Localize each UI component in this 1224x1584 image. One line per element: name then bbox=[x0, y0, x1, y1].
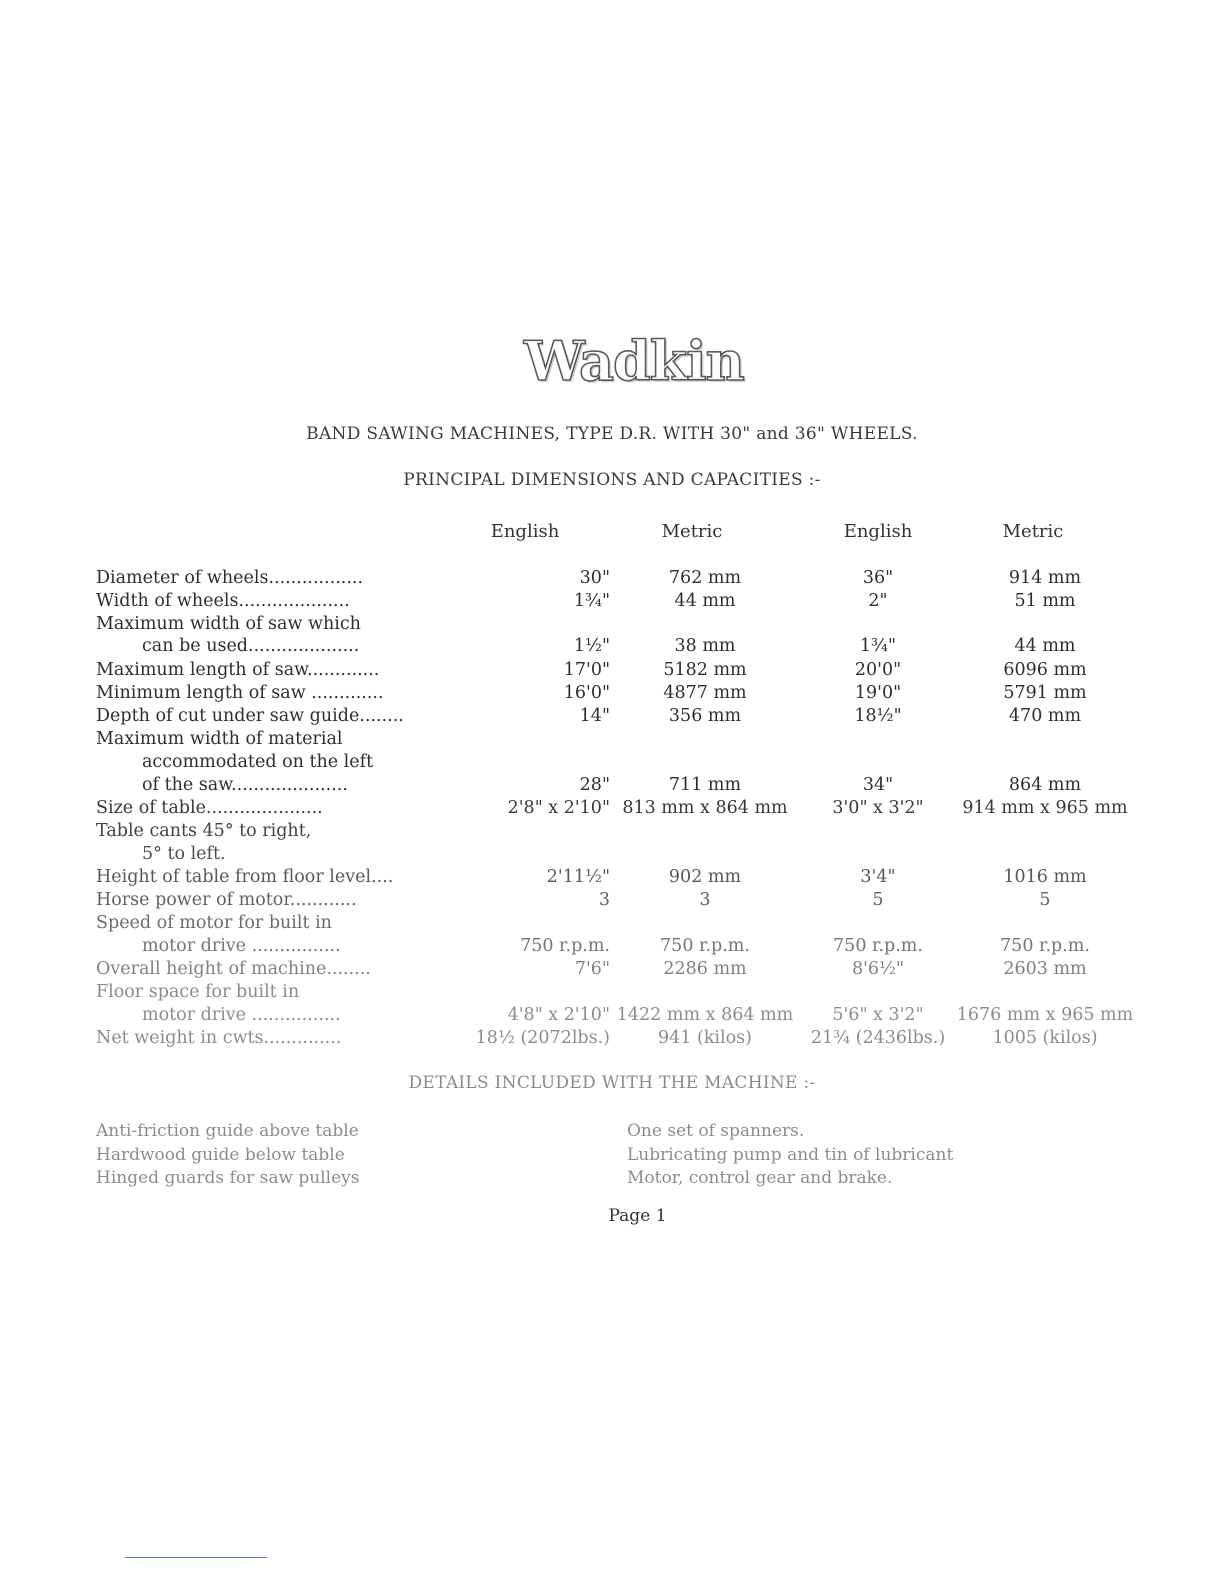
row-label: Height of table from floor level.... bbox=[96, 867, 394, 887]
cell-metric-30: 750 r.p.m. bbox=[660, 936, 750, 956]
cell-metric-36: 51 mm bbox=[1014, 591, 1076, 611]
table-row bbox=[0, 981, 1224, 1004]
row-label: Maximum width of saw which bbox=[96, 614, 361, 634]
list-item: Hinged guards for saw pulleys bbox=[96, 1168, 360, 1188]
cell-metric-36: 1005 (kilos) bbox=[992, 1028, 1098, 1048]
row-label: Floor space for built in bbox=[96, 982, 300, 1002]
cell-metric-36: 5791 mm bbox=[1003, 683, 1087, 703]
table-row bbox=[0, 866, 1224, 889]
table-row bbox=[0, 889, 1224, 912]
cell-metric-30: 2286 mm bbox=[663, 959, 747, 979]
cell-metric-36: 914 mm bbox=[1008, 568, 1082, 588]
wadkin-logo: Wadkin bbox=[524, 329, 744, 393]
row-label: 5° to left. bbox=[142, 844, 226, 864]
row-label: Net weight in cwts.............. bbox=[96, 1028, 342, 1048]
cell-metric-36: 750 r.p.m. bbox=[1000, 936, 1090, 956]
cell-metric-30: 4877 mm bbox=[663, 683, 747, 703]
cell-english-36: 34" bbox=[862, 775, 894, 795]
cell-english-30: 2'8" x 2'10" bbox=[507, 798, 610, 818]
cell-metric-30: 711 mm bbox=[668, 775, 742, 795]
row-label: Maximum width of material bbox=[96, 729, 343, 749]
table-row bbox=[0, 590, 1224, 613]
table-row bbox=[0, 728, 1224, 751]
details-list-right bbox=[627, 1120, 953, 1191]
cell-english-30: 16'0" bbox=[563, 683, 610, 703]
cell-english-36: 19'0" bbox=[854, 683, 902, 703]
cell-english-36: 18½" bbox=[854, 706, 902, 726]
cell-metric-30: 762 mm bbox=[668, 568, 742, 588]
row-label: Width of wheels.................... bbox=[96, 591, 350, 611]
table-row bbox=[0, 659, 1224, 682]
cell-english-30: 17'0" bbox=[563, 660, 610, 680]
table-row bbox=[0, 705, 1224, 728]
document-title: BAND SAWING MACHINES, TYPE D.R. WITH 30" and 36" WHEELS. bbox=[306, 424, 918, 444]
table-row bbox=[0, 613, 1224, 636]
table-row bbox=[0, 635, 1224, 658]
cell-english-30: 3 bbox=[598, 890, 610, 910]
cell-metric-30: 1422 mm x 864 mm bbox=[616, 1005, 794, 1025]
cell-english-36: 750 r.p.m. bbox=[833, 936, 923, 956]
list-item: Lubricating pump and tin of lubricant bbox=[627, 1144, 954, 1165]
table-row bbox=[0, 1027, 1224, 1050]
row-label: Table cants 45° to right, bbox=[96, 821, 312, 841]
cell-metric-30: 356 mm bbox=[668, 706, 742, 726]
cell-metric-36: 6096 mm bbox=[1003, 660, 1087, 680]
table-row bbox=[0, 843, 1224, 866]
cell-metric-36: 5 bbox=[1039, 890, 1051, 910]
row-label: motor drive ................ bbox=[142, 936, 341, 956]
cell-english-36: 1¾" bbox=[859, 636, 897, 656]
table-row bbox=[0, 567, 1224, 590]
list-item: Hardwood guide below table bbox=[96, 1144, 345, 1165]
row-label: motor drive ................ bbox=[142, 1005, 341, 1025]
row-label: Depth of cut under saw guide........ bbox=[96, 706, 404, 726]
row-label: Overall height of machine........ bbox=[96, 959, 371, 979]
row-label: accommodated on the left bbox=[142, 752, 374, 772]
cell-metric-30: 3 bbox=[699, 890, 711, 910]
cell-english-30: 4'8" x 2'10" bbox=[507, 1005, 610, 1025]
table-row bbox=[0, 935, 1224, 958]
page-number: Page 1 bbox=[608, 1206, 667, 1226]
table-row bbox=[0, 912, 1224, 935]
column-header-english-36: English bbox=[843, 521, 913, 542]
cell-english-36: 5'6" x 3'2" bbox=[832, 1005, 924, 1025]
cell-english-36: 21¾ (2436lbs.) bbox=[810, 1028, 946, 1048]
cell-english-36: 36" bbox=[862, 568, 894, 588]
cell-metric-36: 470 mm bbox=[1008, 706, 1082, 726]
cell-metric-30: 941 (kilos) bbox=[658, 1028, 752, 1048]
cell-english-36: 2" bbox=[868, 591, 888, 611]
cell-english-36: 5 bbox=[872, 890, 884, 910]
table-row bbox=[0, 958, 1224, 981]
list-item: Anti-friction guide above table bbox=[96, 1121, 359, 1141]
column-header-metric-36: Metric bbox=[1002, 521, 1064, 542]
row-label: can be used.................... bbox=[142, 636, 360, 656]
column-header-metric-30: Metric bbox=[661, 521, 723, 542]
cell-english-36: 3'4" bbox=[860, 867, 896, 887]
cell-english-36: 20'0" bbox=[854, 660, 902, 680]
cell-english-30: 30" bbox=[579, 568, 610, 588]
list-item: One set of spanners. bbox=[627, 1121, 805, 1141]
cell-english-30: 18½ (2072lbs.) bbox=[475, 1028, 610, 1048]
cell-metric-36: 2603 mm bbox=[1003, 959, 1087, 979]
cell-english-36: 8'6½" bbox=[851, 959, 905, 979]
cell-metric-30: 5182 mm bbox=[663, 660, 747, 680]
cell-metric-36: 1676 mm x 965 mm bbox=[956, 1005, 1134, 1025]
cell-english-30: 1¾" bbox=[573, 591, 610, 611]
document-subtitle: PRINCIPAL DIMENSIONS AND CAPACITIES :- bbox=[403, 470, 821, 490]
table-row bbox=[0, 682, 1224, 705]
row-label: Size of table..................... bbox=[96, 798, 323, 818]
cell-english-30: 2'11½" bbox=[546, 867, 610, 887]
cell-metric-30: 44 mm bbox=[674, 591, 736, 611]
column-header-english-30: English bbox=[490, 521, 560, 542]
table-row bbox=[0, 751, 1224, 774]
cell-english-30: 14" bbox=[579, 706, 610, 726]
cell-metric-36: 44 mm bbox=[1014, 636, 1076, 656]
cell-metric-30: 813 mm x 864 mm bbox=[622, 798, 788, 818]
details-list-left bbox=[96, 1120, 360, 1191]
underline-mark bbox=[125, 1557, 267, 1558]
table-row bbox=[0, 1004, 1224, 1027]
cell-english-30: 750 r.p.m. bbox=[520, 936, 610, 956]
cell-english-36: 3'0" x 3'2" bbox=[832, 798, 924, 818]
row-label: Maximum length of saw............. bbox=[96, 660, 380, 680]
list-item: Motor, control gear and brake. bbox=[627, 1168, 893, 1188]
cell-english-30: 1½" bbox=[573, 636, 610, 656]
cell-metric-36: 914 mm x 965 mm bbox=[962, 798, 1128, 818]
row-label: Horse power of motor............ bbox=[96, 890, 357, 910]
row-label: Speed of motor for built in bbox=[96, 913, 332, 933]
table-row bbox=[0, 820, 1224, 843]
row-label: of the saw..................... bbox=[142, 775, 348, 795]
table-row bbox=[0, 797, 1224, 820]
cell-metric-30: 902 mm bbox=[668, 867, 742, 887]
details-heading: DETAILS INCLUDED WITH THE MACHINE :- bbox=[408, 1073, 816, 1093]
cell-english-30: 28" bbox=[579, 775, 610, 795]
table-row bbox=[0, 774, 1224, 797]
cell-english-30: 7'6" bbox=[574, 959, 610, 979]
cell-metric-30: 38 mm bbox=[674, 636, 736, 656]
row-label: Minimum length of saw ............. bbox=[96, 683, 384, 703]
cell-metric-36: 1016 mm bbox=[1003, 867, 1087, 887]
row-label: Diameter of wheels................. bbox=[96, 568, 364, 588]
cell-metric-36: 864 mm bbox=[1008, 775, 1082, 795]
